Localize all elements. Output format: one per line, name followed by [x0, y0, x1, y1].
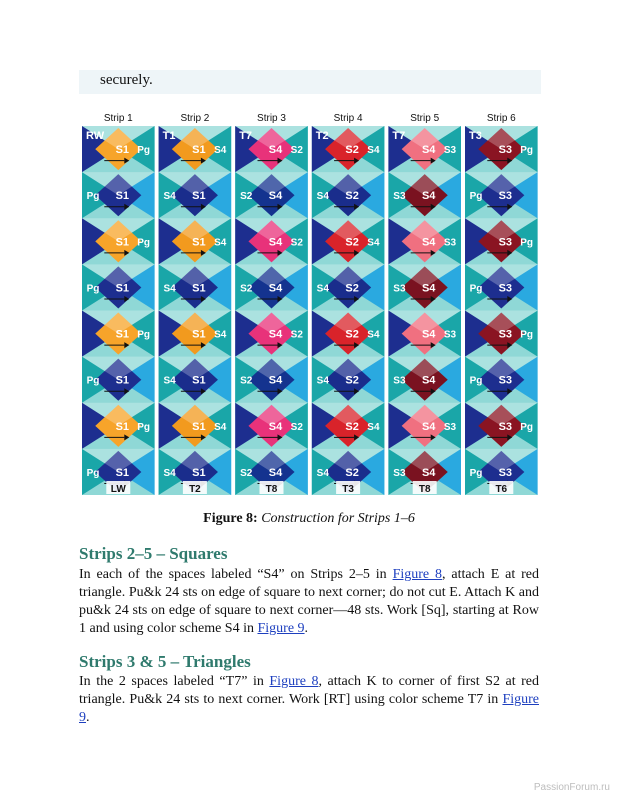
piece-label: S3: [443, 329, 457, 341]
piece-label: S1: [115, 374, 130, 387]
top-corner-label: T7: [392, 130, 406, 142]
piece-label: S4: [163, 191, 176, 203]
piece-label: S2: [290, 145, 303, 157]
piece-label: S2: [240, 191, 253, 203]
piece-label: S3: [393, 191, 406, 203]
text-span: .: [86, 710, 90, 725]
piece-label: S2: [240, 375, 253, 387]
link-figure-9[interactable]: Figure 9: [79, 692, 539, 725]
top-corner-label: T3: [469, 130, 482, 142]
link-figure-8[interactable]: Figure 8: [392, 567, 442, 582]
piece-label: S4: [421, 466, 436, 479]
piece-label: S2: [345, 374, 359, 387]
strip-label: Strip 6: [486, 113, 516, 124]
piece-label: S2: [345, 236, 359, 249]
piece-label: S4: [268, 282, 283, 295]
text-span: In each of the spaces labeled “S4” on Strips 2–5 in: [79, 567, 393, 582]
piece-label: Pg: [86, 191, 100, 203]
piece-label: S4: [268, 236, 283, 249]
top-corner-label: T2: [315, 130, 329, 142]
piece-label: S1: [192, 466, 206, 479]
piece-label: S4: [268, 466, 283, 479]
piece-label: S4: [268, 420, 283, 433]
section-text-triangles: [79, 673, 539, 727]
piece-label: Pg: [137, 237, 150, 249]
piece-label: S4: [367, 329, 380, 341]
piece-label: Pg: [469, 375, 483, 387]
piece-label: S2: [290, 329, 303, 341]
piece-label: S4: [367, 237, 380, 249]
piece-label: S3: [393, 467, 406, 479]
piece-label: Pg: [469, 191, 483, 203]
piece-label: S1: [192, 328, 206, 341]
piece-label: Pg: [137, 421, 150, 433]
piece-label: S2: [345, 190, 359, 203]
section-text-squares: [79, 566, 539, 638]
piece-label: Pg: [469, 467, 483, 479]
piece-label: S1: [192, 374, 206, 387]
piece-label: S4: [316, 375, 329, 387]
bottom-corner-label: T3: [342, 484, 354, 495]
piece-label: S4: [268, 328, 283, 341]
piece-label: Pg: [137, 145, 150, 157]
piece-label: Pg: [520, 145, 533, 157]
piece-label: S2: [290, 421, 303, 433]
strip-label: Strip 4: [333, 113, 363, 124]
piece-label: S4: [214, 237, 227, 249]
piece-label: S3: [498, 420, 513, 433]
strip-label: Strip 1: [103, 113, 133, 124]
text-span: , attach K to corner of first S2 at red triangle. Pu&k 24 sts to next corner. Work [RT] using color scheme T7 in: [79, 674, 540, 707]
construction-diagram: [80, 109, 540, 495]
piece-label: Pg: [469, 283, 483, 295]
text-span: In the 2 spaces labeled “T7” in: [79, 674, 270, 689]
piece-label: S1: [115, 328, 130, 341]
bottom-corner-label: T6: [495, 484, 508, 495]
piece-label: S3: [498, 190, 513, 203]
piece-label: S4: [268, 190, 283, 203]
bottom-corner-label: T2: [189, 484, 201, 495]
piece-label: S1: [192, 236, 206, 249]
piece-label: S2: [345, 282, 359, 295]
piece-label: Pg: [86, 375, 100, 387]
piece-label: S3: [498, 374, 513, 387]
piece-label: S3: [498, 236, 513, 249]
continued-text: securely.: [100, 72, 153, 88]
piece-label: S1: [115, 282, 130, 295]
piece-label: Pg: [520, 421, 533, 433]
text-span: , attach E at red triangle. Pu&k 24 sts on edge of square to next corner; do not cut E. Attach K and pu&k 24 sts on edge of square to next corner—48 sts. Work [Sq], starting at Row 1 and using color scheme S4 in: [79, 567, 539, 636]
piece-label: S2: [240, 283, 253, 295]
strip-label: Strip 2: [180, 113, 210, 124]
piece-label: S1: [115, 144, 130, 157]
piece-label: S3: [498, 466, 513, 479]
piece-label: S3: [498, 282, 513, 295]
piece-label: S4: [421, 374, 436, 387]
piece-label: S4: [421, 144, 436, 157]
piece-label: S3: [393, 283, 406, 295]
piece-label: S4: [214, 329, 227, 341]
piece-label: S4: [316, 283, 329, 295]
section-heading-squares: Strips 2–5 – Squares: [79, 544, 228, 563]
section-heading-triangles: Strips 3 & 5 – Triangles: [79, 652, 251, 671]
figure-caption: [0, 511, 618, 527]
bottom-corner-label: T8: [418, 484, 431, 495]
piece-label: S1: [115, 466, 130, 479]
watermark: PassionForum.ru: [533, 782, 610, 793]
piece-label: S4: [316, 191, 329, 203]
piece-label: S1: [192, 190, 206, 203]
piece-label: S3: [498, 328, 513, 341]
caption-text: Construction for Strips 1–6: [257, 511, 415, 526]
piece-label: S1: [115, 190, 130, 203]
piece-label: S3: [498, 144, 513, 157]
piece-label: Pg: [520, 237, 533, 249]
piece-label: S4: [163, 467, 176, 479]
piece-label: S4: [367, 421, 380, 433]
piece-label: S2: [290, 237, 303, 249]
top-corner-label: RW: [86, 130, 105, 142]
construction-figure: [80, 109, 540, 495]
bottom-corner-label: LW: [110, 484, 126, 495]
piece-label: S4: [367, 145, 380, 157]
piece-label: S2: [345, 466, 359, 479]
caption-prefix: Figure 8:: [203, 511, 258, 526]
text-span: .: [304, 621, 309, 636]
piece-label: S4: [421, 236, 436, 249]
piece-label: S4: [421, 420, 436, 433]
piece-label: S3: [393, 375, 406, 387]
piece-label: S2: [240, 467, 253, 479]
piece-label: S4: [421, 282, 436, 295]
piece-label: S2: [345, 328, 359, 341]
piece-label: S1: [115, 420, 130, 433]
piece-label: S4: [421, 328, 436, 341]
piece-label: S1: [192, 144, 206, 157]
top-corner-label: T1: [162, 130, 176, 142]
top-corner-label: T7: [239, 130, 253, 142]
piece-label: S3: [443, 421, 457, 433]
piece-label: S4: [268, 144, 283, 157]
piece-label: S1: [192, 282, 206, 295]
piece-label: S4: [421, 190, 436, 203]
piece-label: Pg: [86, 283, 100, 295]
strip-label: Strip 5: [410, 113, 440, 124]
piece-label: S3: [443, 145, 457, 157]
piece-label: S4: [268, 374, 283, 387]
piece-label: S3: [443, 237, 457, 249]
piece-label: S4: [163, 375, 176, 387]
piece-label: S2: [345, 144, 359, 157]
piece-label: S4: [316, 467, 329, 479]
piece-label: Pg: [137, 329, 150, 341]
strip-label: Strip 3: [257, 113, 286, 124]
piece-label: S4: [214, 421, 227, 433]
piece-label: Pg: [520, 329, 533, 341]
piece-label: Pg: [86, 467, 100, 479]
piece-label: S2: [345, 420, 359, 433]
piece-label: S4: [163, 283, 176, 295]
bottom-corner-label: T8: [265, 484, 278, 495]
piece-label: S1: [115, 236, 130, 249]
piece-label: S1: [192, 420, 206, 433]
piece-label: S4: [214, 145, 227, 157]
link-figure-8[interactable]: Figure 8: [269, 674, 319, 689]
link-figure-9[interactable]: Figure 9: [257, 621, 305, 636]
